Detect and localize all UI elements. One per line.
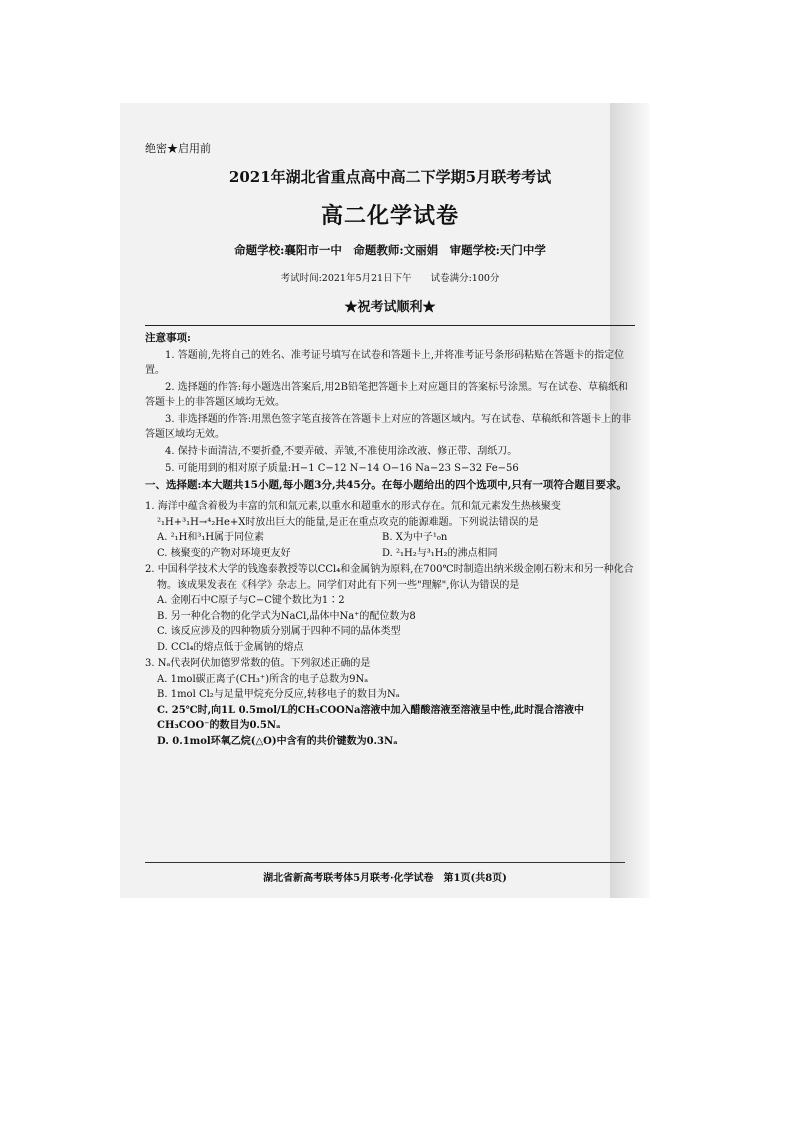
- option-a: A. 1mol碳正离子(CH₃⁺)所含的电子总数为9Nₐ: [157, 673, 369, 685]
- option-d: D. CCl₄的熔点低于金属钠的熔点: [157, 641, 304, 653]
- author-info: 命题学校:襄阳市一中 命题教师:文丽娟 审题学校:天门中学: [234, 243, 546, 257]
- option-d: D. ²₁H₂与³₁H₂的沸点相同: [382, 547, 498, 559]
- notice-item: 1. 答题前,先将自己的姓名、准考证号填写在试卷和答题卡上,并将准考证号条形码粘贴在答题卡的指定位置。: [145, 350, 625, 376]
- slogan: ★祝考试顺利★: [344, 300, 436, 315]
- option-d: D. 0.1mol环氧乙烷(△O)中含有的共价键数为0.3Nₐ: [157, 735, 398, 747]
- option-b: B. 1mol Cl₂与足量甲烷充分反应,转移电子的数目为Nₐ: [157, 689, 400, 700]
- option-b: B. X为中子¹₀n: [382, 532, 448, 543]
- option-c: C. 该反应涉及的四种物质分别属于四种不同的晶体类型: [157, 626, 401, 637]
- notice-item: 5. 可能用到的相对原子质量:H−1 C−12 N−14 O−16 Na−23 S−32 Fe−56: [165, 463, 519, 474]
- question-1: [145, 499, 635, 561]
- exam-title: 2021年湖北省重点高中高二下学期5月联考考试: [228, 168, 552, 186]
- option-b: B. 另一种化合物的化学式为NaCl,晶体中Na⁺的配位数为8: [157, 610, 416, 622]
- option-a: A. 金刚石中C原子与C−C键个数比为1∶2: [157, 595, 345, 606]
- subject-title: 高二化学试卷: [320, 203, 459, 229]
- divider: [145, 325, 635, 326]
- question-stem: 2. 中国科学技术大学的钱逸泰教授等以CCl₄和金属钠为原料,在700℃时制造出纳米级金刚石粉末和另一种化合物。该成果发表在《科学》杂志上。同学们对此有下列一些"理解",你认为错误的是: [145, 564, 634, 591]
- notice-item: 4. 保持卡面清洁,不要折叠,不要弄破、弄皱,不准使用涂改液、修正带、刮纸刀。: [165, 446, 518, 457]
- question-2: [145, 562, 635, 655]
- question-3: [145, 656, 635, 749]
- secret-label: 绝密★启用前: [145, 142, 211, 155]
- notice-item: 2. 选择题的作答:每小题选出答案后,用2B铅笔把答题卡上对应题目的答案标号涂黑。写在试卷、草稿纸和答题卡上的非答题区域均无效。: [145, 382, 628, 408]
- option-c: C. 25℃时,向1L 0.5mol/L的CH₃COONa溶液中加入醋酸溶液至溶液呈中性,此时混合溶液中CH₃COO⁻的数目为0.5Nₐ: [157, 704, 584, 731]
- notice-item: 3. 非选择题的作答:用黑色签字笔直接答在答题卡上对应的答题区域内。写在试卷、草稿纸和答题卡上的非答题区域均无效。: [145, 414, 632, 440]
- question-stem: 3. Nₐ代表阿伏加德罗常数的值。下列叙述正确的是: [145, 658, 371, 669]
- notice-heading: 注意事项:: [145, 332, 191, 344]
- exam-info: 考试时间:2021年5月21日下午 试卷满分:100分: [280, 273, 500, 284]
- exam-page: [145, 140, 635, 750]
- page-footer: 湖北省新高考联考体5月联考·化学试卷 第1页(共8页): [145, 862, 625, 884]
- option-c: C. 核聚变的产物对环境更友好: [157, 547, 291, 559]
- notice-section: [145, 330, 635, 476]
- question-stem: 1. 海洋中蕴含着极为丰富的氘和氚元素,以重水和超重水的形式存在。氘和氚元素发生热核聚变²₁H+³₁H→⁴₂He+X时放出巨大的能量,是正在重点攻克的能源难题。下列说法错误的是: [145, 501, 561, 528]
- option-a: A. ²₁H和³₁H属于同位素: [157, 532, 265, 543]
- section-heading: 一、选择题:本大题共15小题,每小题3分,共45分。在每小题给出的四个选项中,只有一项符合题目要求。: [145, 479, 627, 491]
